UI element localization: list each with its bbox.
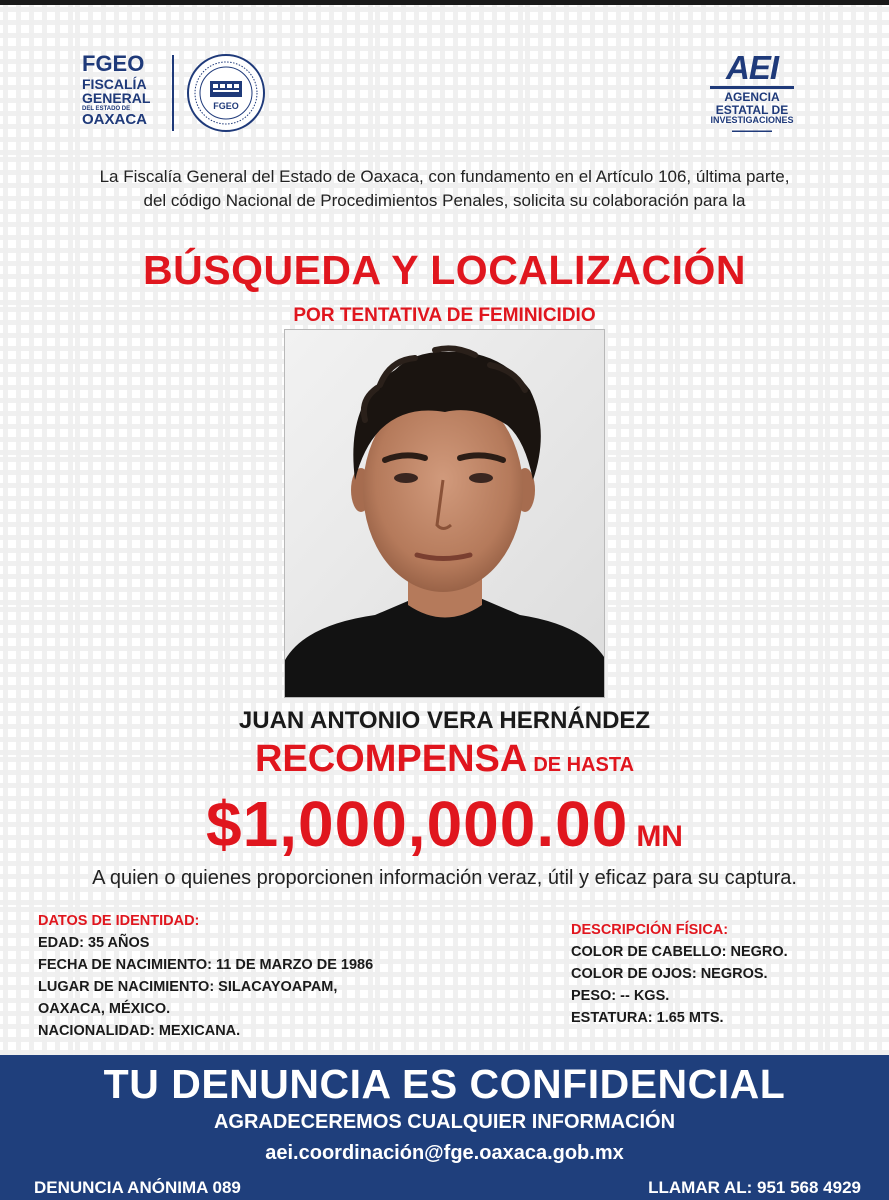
fge-logo-line1: FISCALÍA xyxy=(82,76,147,92)
identity-line: NACIONALIDAD: MEXICANA. xyxy=(38,1023,241,1039)
aei-line1: AGENCIA xyxy=(724,90,780,104)
aei-fine-print: ▬▬▬▬▬▬▬▬ xyxy=(732,127,772,134)
aei-line3: INVESTIGACIONES xyxy=(710,115,794,126)
footer-banner xyxy=(0,1055,889,1200)
reward-amount-line xyxy=(0,787,889,861)
fge-seal-icon xyxy=(186,53,266,133)
subheadline: POR TENTATIVA DE FEMINICIDIO xyxy=(293,305,596,326)
fge-logo-line4: OAXACA xyxy=(82,111,148,128)
seal-text: FGEO xyxy=(213,101,239,111)
aei-acronym: AEI xyxy=(725,49,778,86)
reward-suffix: DE HASTA xyxy=(533,754,635,776)
physical-line: ESTATURA: 1.65 MTS. xyxy=(571,1010,724,1026)
physical-description xyxy=(571,919,871,1029)
physical-heading: DESCRIPCIÓN FÍSICA: xyxy=(571,922,729,938)
reward-currency: MN xyxy=(636,820,683,853)
logo-divider xyxy=(172,55,174,131)
reward-note: A quien o quienes proporcionen información veraz, útil y eficaz para su captura. xyxy=(92,867,797,889)
intro-paragraph: La Fiscalía General del Estado de Oaxaca, con fundamento en el Artículo 106, última parte, del código Nacional de Procedimientos Penales, solicita su colaboración para la xyxy=(99,167,790,210)
physical-line: COLOR DE OJOS: NEGROS. xyxy=(571,966,768,982)
aei-line2: ESTATAL DE xyxy=(715,102,789,117)
aei-bar xyxy=(710,86,794,89)
identity-data xyxy=(38,910,478,1042)
identity-line: EDAD: 35 AÑOS xyxy=(38,935,150,951)
fge-acronym: FGEO xyxy=(82,51,145,76)
fge-logo-line3: DEL ESTADO DE xyxy=(82,106,131,112)
suspect-photo xyxy=(284,329,605,698)
reward-word: RECOMPENSA xyxy=(254,738,528,780)
footer-subtitle: AGRADECEREMOS CUALQUIER INFORMACIÓN xyxy=(213,1111,676,1133)
identity-line: FECHA DE NACIMIENTO: 11 DE MARZO DE 1986 xyxy=(38,957,374,973)
person-name: JUAN ANTONIO VERA HERNÁNDEZ xyxy=(238,707,651,734)
call-number: LLAMAR AL: 951 568 4929 xyxy=(648,1178,861,1197)
contact-email: aei.coordinación@fge.oaxaca.gob.mx xyxy=(265,1142,624,1164)
identity-heading: DATOS DE IDENTIDAD: xyxy=(38,913,200,929)
fge-logo xyxy=(82,53,164,133)
identity-line: LUGAR DE NACIMIENTO: SILACAYOAPAM, xyxy=(38,979,338,995)
reward-amount: $1,000,000.00 xyxy=(206,788,629,860)
identity-line: OAXACA, MÉXICO. xyxy=(38,1001,171,1017)
footer-title: TU DENUNCIA ES CONFIDENCIAL xyxy=(103,1061,786,1107)
reward-line xyxy=(0,738,889,781)
physical-line: COLOR DE CABELLO: NEGRO. xyxy=(571,944,788,960)
fge-logo-line2: GENERAL xyxy=(82,90,151,106)
aei-logo xyxy=(706,51,798,139)
anonymous-report-number: DENUNCIA ANÓNIMA 089 xyxy=(34,1178,241,1197)
physical-line: PESO: -- KGS. xyxy=(571,988,670,1004)
headline: BÚSQUEDA Y LOCALIZACIÓN xyxy=(143,247,746,293)
